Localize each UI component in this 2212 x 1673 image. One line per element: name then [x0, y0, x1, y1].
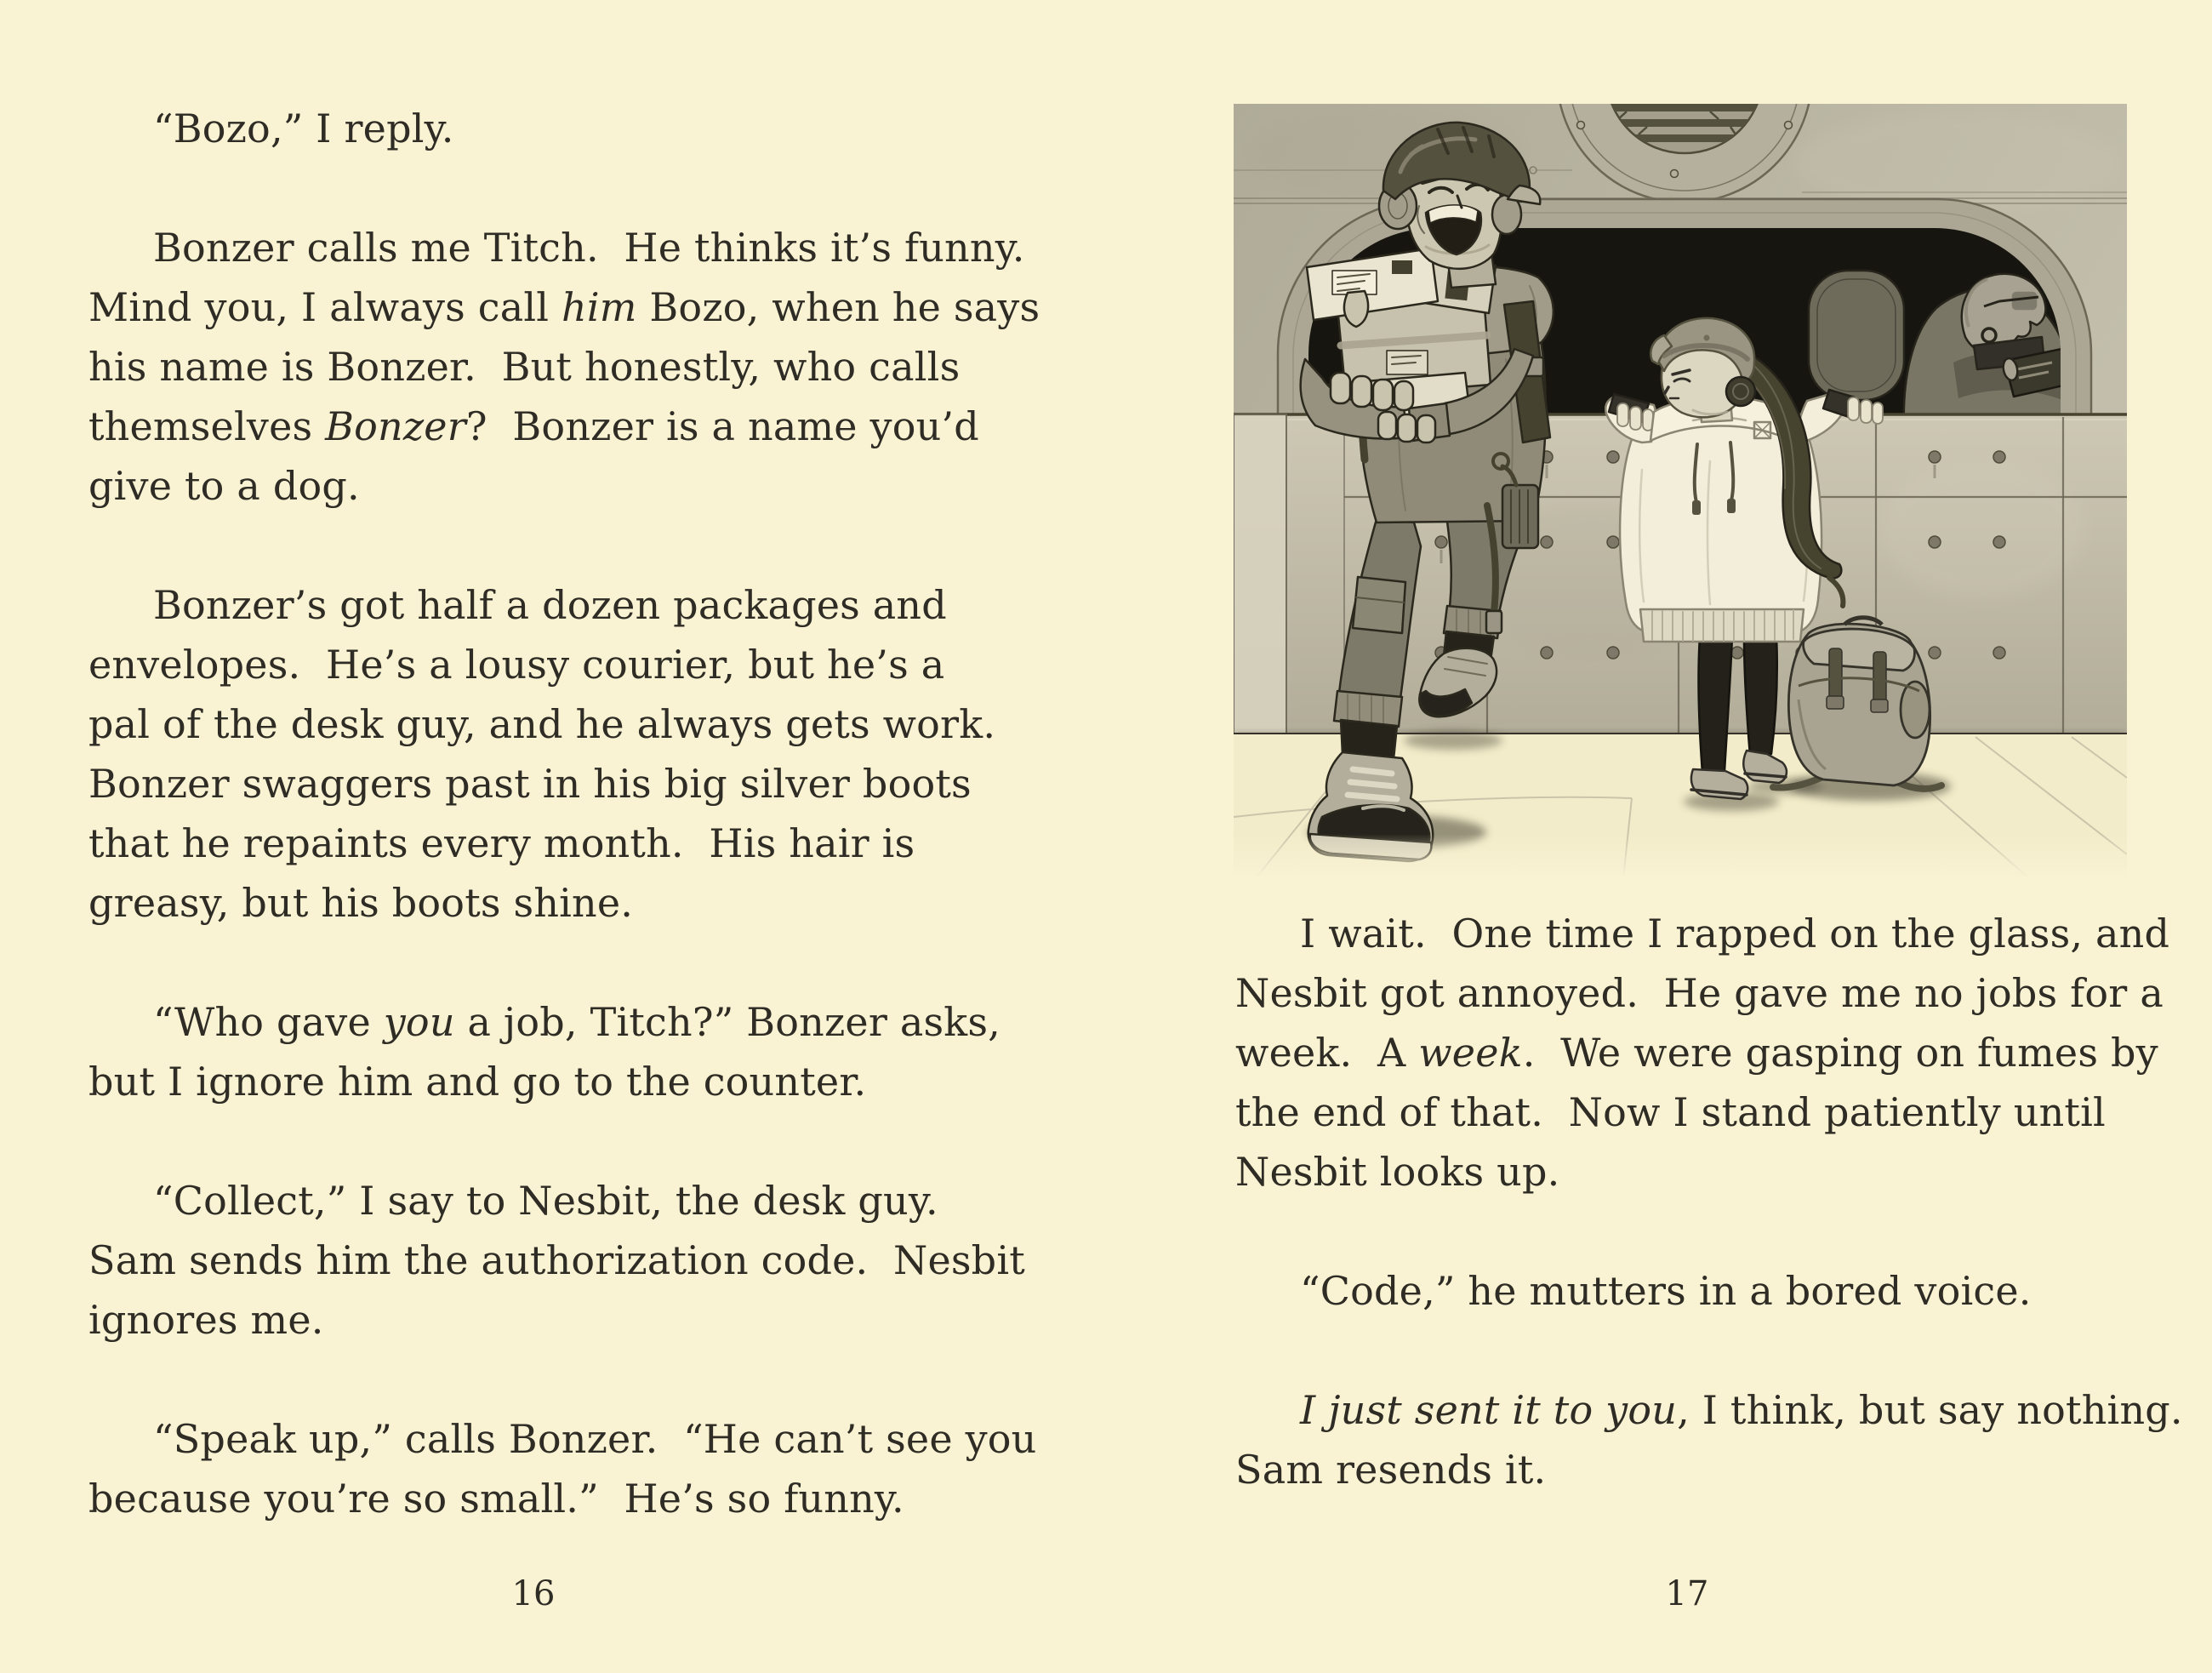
italic-text: week — [1418, 1030, 1523, 1076]
illustration-svg — [1234, 104, 2127, 878]
floor-fade — [1234, 834, 2127, 878]
glasses-icon — [2013, 293, 2036, 309]
text-line — [88, 754, 978, 814]
text-line — [1235, 1440, 2139, 1499]
text-line — [1235, 904, 2170, 963]
text-segment: but I ignore him and go to the counter. — [88, 1059, 867, 1105]
text-line — [1235, 1142, 2139, 1202]
italic-text: you — [383, 999, 455, 1045]
text-segment: the end of that. Now I stand patiently until — [1235, 1089, 2106, 1135]
text-line — [88, 277, 1040, 337]
text-line — [88, 218, 1025, 277]
right-page-text — [1235, 904, 2183, 1499]
text-segment: “Bozo,” I reply. — [153, 106, 454, 151]
text-line — [1235, 1023, 2158, 1082]
text-segment: that he repaints every month. His hair is — [88, 820, 915, 866]
text-line — [88, 873, 978, 933]
text-segment: ? Bonzer is a name you’d — [465, 403, 979, 449]
text-line — [88, 397, 978, 456]
text-line — [88, 1409, 1037, 1469]
text-segment: . We were gasping on fumes by — [1522, 1030, 2158, 1076]
paragraph — [88, 1409, 1037, 1528]
paragraph — [88, 1171, 1025, 1350]
text-segment: his name is Bonzer. But honestly, who calls — [88, 344, 961, 390]
text-line — [88, 1230, 1025, 1290]
text-segment: Bozo, when he says — [636, 284, 1040, 330]
text-line — [88, 456, 978, 516]
paragraph — [88, 575, 996, 933]
text-segment: Bonzer swaggers past in his big silver boots — [88, 761, 972, 807]
text-segment: “Who gave — [153, 999, 384, 1045]
text-segment: “Speak up,” calls Bonzer. “He can’t see you — [153, 1416, 1037, 1462]
italic-text: Bonzer — [325, 403, 466, 449]
text-segment: Nesbit got annoyed. He gave me no jobs for a — [1235, 970, 2164, 1016]
text-segment: envelopes. He’s a lousy courier, but he’s a — [88, 642, 945, 688]
paragraph — [1235, 1380, 2183, 1499]
text-segment: because you’re so small.” He’s so funny. — [88, 1476, 904, 1522]
paragraph — [88, 218, 1040, 516]
text-segment: a job, Titch?” Bonzer asks, — [454, 999, 1001, 1045]
text-segment: , I think, but say nothing. — [1677, 1387, 2183, 1433]
text-line — [88, 1052, 978, 1111]
text-line — [88, 1290, 978, 1350]
text-line — [1235, 1082, 2139, 1142]
text-line — [88, 337, 978, 397]
italic-text: I just sent it to you — [1300, 1387, 1678, 1433]
text-line — [88, 992, 1001, 1052]
page-number-left: 16 — [511, 1574, 556, 1613]
text-segment: Bonzer calls me Titch. He thinks it’s funny. — [153, 225, 1025, 271]
paragraph — [1235, 904, 2170, 1202]
text-segment: Sam resends it. — [1235, 1447, 1547, 1493]
text-segment: week. A — [1235, 1030, 1419, 1076]
text-line — [88, 635, 978, 694]
text-segment: Bonzer’s got half a dozen packages and — [153, 582, 947, 628]
text-segment: give to a dog. — [88, 463, 360, 509]
text-segment: Sam sends him the authorization code. Nesbit — [88, 1237, 1025, 1283]
italic-text: him — [562, 284, 637, 330]
text-segment: Mind you, I always call — [88, 284, 562, 330]
page-number-right: 17 — [1665, 1574, 1709, 1613]
text-segment: “Code,” he mutters in a bored voice. — [1300, 1268, 2032, 1314]
text-segment: “Collect,” I say to Nesbit, the desk guy. — [153, 1178, 938, 1224]
text-segment: I wait. One time I rapped on the glass, and — [1300, 911, 2170, 956]
illustration — [1234, 104, 2127, 878]
text-segment: themselves — [88, 403, 326, 449]
text-line — [88, 1171, 978, 1230]
text-line — [1235, 1380, 2183, 1440]
text-line — [88, 575, 978, 635]
text-segment: ignores me. — [88, 1297, 324, 1343]
text-segment: Nesbit looks up. — [1235, 1149, 1560, 1195]
left-page-text — [88, 99, 1040, 1528]
paragraph — [88, 992, 1001, 1111]
text-segment: greasy, but his boots shine. — [88, 880, 634, 926]
paragraph — [88, 99, 978, 158]
text-line — [1235, 1261, 2139, 1321]
paragraph — [1235, 1261, 2139, 1321]
text-line — [88, 814, 978, 873]
text-line — [88, 1469, 978, 1528]
text-line — [88, 694, 996, 754]
text-segment: pal of the desk guy, and he always gets work. — [88, 701, 996, 747]
text-line — [1235, 963, 2164, 1023]
text-line — [88, 99, 978, 158]
ear-cup-icon — [1726, 377, 1755, 406]
